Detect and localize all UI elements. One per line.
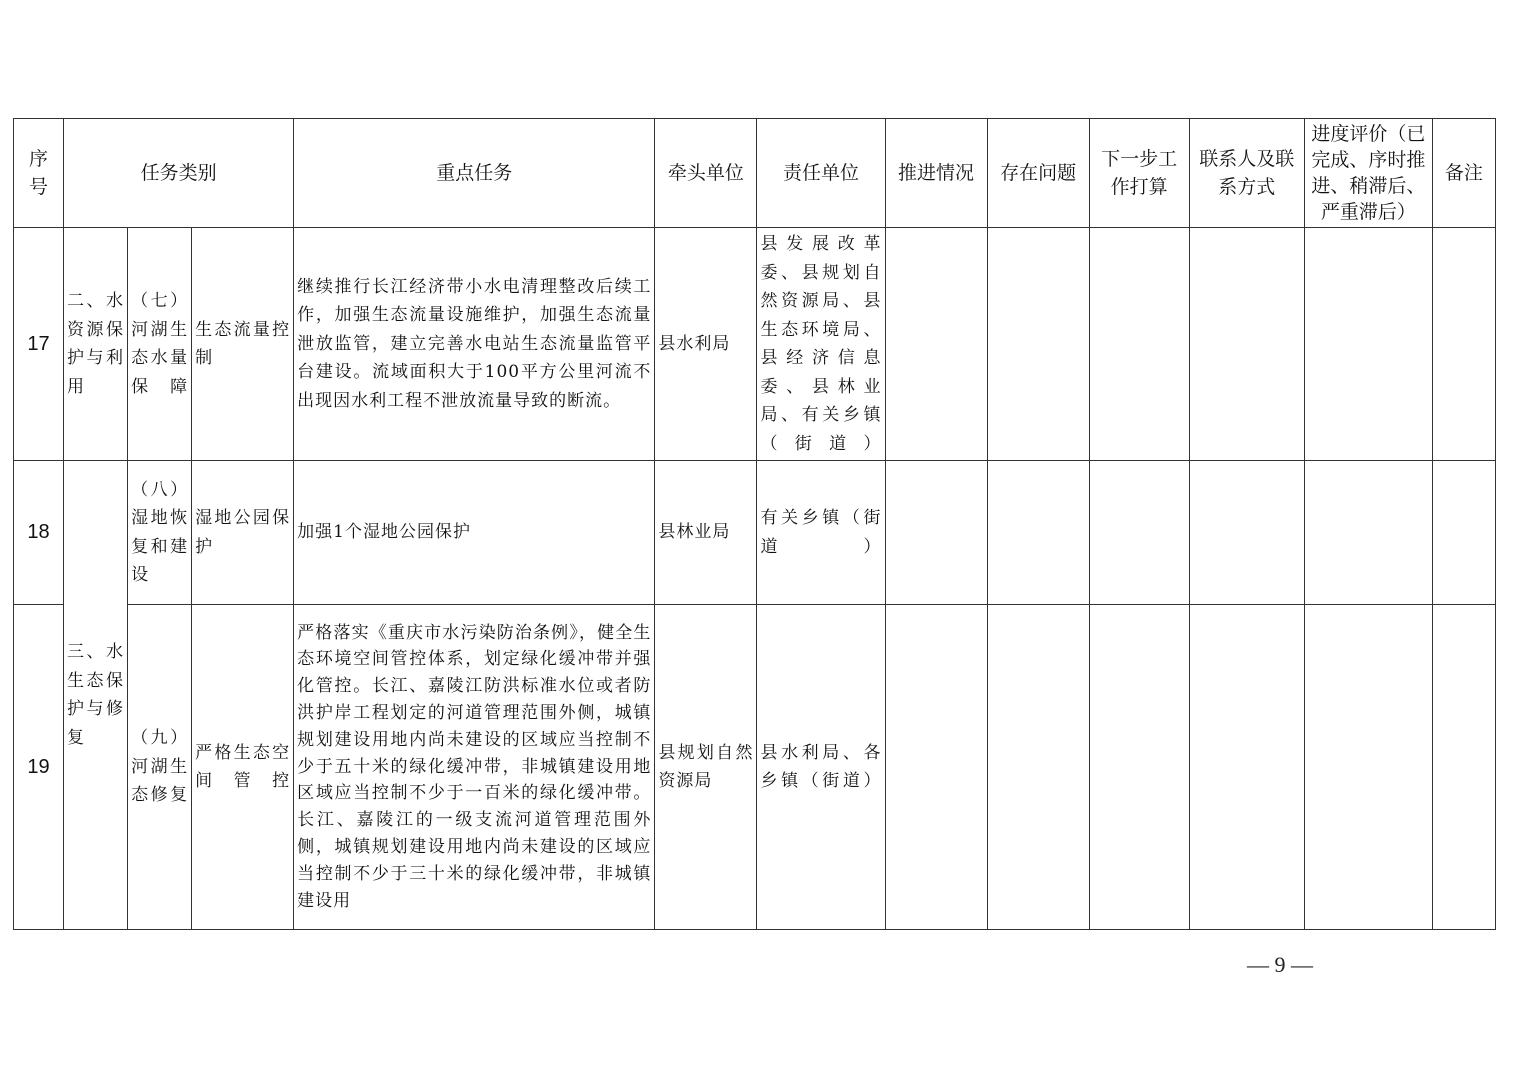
table-row (14, 461, 1496, 605)
row-lead: 县规划自然资源局 (655, 605, 757, 930)
header-category: 任务类别 (64, 119, 294, 228)
header-row (14, 119, 1496, 228)
row-lead: 县水利局 (655, 228, 757, 461)
row-next (1089, 605, 1189, 930)
page-number: — 9 — (1247, 952, 1313, 977)
header-task: 重点任务 (294, 119, 655, 228)
header-issues: 存在问题 (987, 119, 1089, 228)
row-cat3: 湿地公园保护 (192, 461, 294, 605)
row-seq: 18 (14, 461, 64, 605)
row-note (1432, 605, 1495, 930)
header-next: 下一步工作打算 (1089, 119, 1189, 228)
row-task: 严格落实《重庆市水污染防治条例》，健全生态环境空间管控体系，划定绿化缓冲带并强化管控。长江、嘉陵江防洪标准水位或者防洪护岸工程划定的河道管理范围外侧，城镇规划建设用地内尚未建设的区域应当控制不少于五十米的绿化缓冲带，非城镇建设用地区域应当控制不少于一百米的绿化缓冲带。长江、嘉陵江的一级支流河道管理范围外侧，城镇规划建设用地内尚未建设的区域应当控制不少于三十米的绿化缓冲带，非城镇建设用 (294, 605, 655, 930)
row-next (1089, 228, 1189, 461)
row-lead: 县林业局 (655, 461, 757, 605)
row-note (1432, 228, 1495, 461)
row-cat3: 生态流量控制 (192, 228, 294, 461)
table-row (14, 605, 1496, 930)
header-progress: 推进情况 (885, 119, 987, 228)
row-contact (1189, 605, 1304, 930)
row-cat1: 二、水资源保护与利用 (64, 228, 128, 461)
row-task: 加强1个湿地公园保护 (294, 461, 655, 605)
row-eval (1304, 228, 1432, 461)
row-seq: 17 (14, 228, 64, 461)
row-eval (1304, 605, 1432, 930)
row-issues (987, 228, 1089, 461)
header-eval: 进度评价（已完成、序时推进、稍滞后、严重滞后） (1304, 119, 1432, 228)
row-progress (885, 461, 987, 605)
header-seq: 序号 (14, 119, 64, 228)
table-row (14, 228, 1496, 461)
row-progress (885, 605, 987, 930)
header-contact: 联系人及联系方式 (1189, 119, 1304, 228)
row-task: 继续推行长江经济带小水电清理整改后续工作，加强生态流量设施维护，加强生态流量泄放监管，建立完善水电站生态流量监管平台建设。流域面积大于100平方公里河流不出现因水利工程不泄放流量导致的断流。 (294, 228, 655, 461)
row-note (1432, 461, 1495, 605)
row-seq: 19 (14, 605, 64, 930)
row-cat2: （九）河湖生态修复 (128, 605, 192, 930)
row-cat1: 三、水生态保护与修复 (64, 461, 128, 930)
header-lead: 牵头单位 (655, 119, 757, 228)
header-note: 备注 (1432, 119, 1495, 228)
row-issues (987, 605, 1089, 930)
row-issues (987, 461, 1089, 605)
row-resp: 有关乡镇（街道） (757, 461, 885, 605)
row-eval (1304, 461, 1432, 605)
row-cat2: （八）湿地恢复和建设 (128, 461, 192, 605)
row-progress (885, 228, 987, 461)
row-resp: 县水利局、各乡镇（街道） (757, 605, 885, 930)
row-contact (1189, 228, 1304, 461)
header-resp: 责任单位 (757, 119, 885, 228)
row-cat3: 严格生态空间管控 (192, 605, 294, 930)
row-resp: 县发展改革委、县规划自然资源局、县生态环境局、县经济信息委、县林业局、有关乡镇（街道） (757, 228, 885, 461)
row-contact (1189, 461, 1304, 605)
row-cat2: （七）河湖生态水量保障 (128, 228, 192, 461)
row-next (1089, 461, 1189, 605)
task-table (13, 118, 1496, 930)
